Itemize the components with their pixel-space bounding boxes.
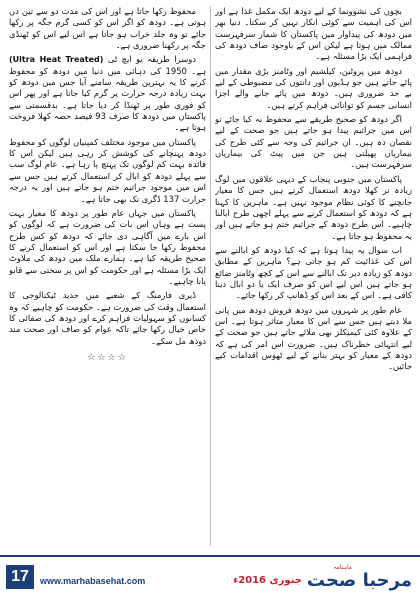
article-paragraph: پاکستان میں موجود مختلف کمپنیاں لوگوں کو محفوظ دودھ پہنچانے کی کوشش کر رہی ہیں لیکن اس کا فائدہ بہت کم لوگوں تک پہنچ پا رہا ہے۔ عام لوگ سب سے پہلے دودھ کو ابال کر استعمال کرتے ہیں جس سے اس میں موجود جراثیم ختم ہو جاتے ہیں اور یہ درجہ حرارت 137 ڈگری تک بھی جاتا ہے۔: [9, 136, 206, 204]
left-column: [9, 6, 206, 546]
masthead-logo: مرحبا صحت: [306, 570, 412, 591]
right-column: [215, 6, 412, 546]
article-columns: [8, 6, 412, 546]
article-paragraph: [9, 54, 206, 133]
uht-text: ہے۔ 1950 کی دہائی میں دنیا میں دودھ کو محفوظ کرنے کا یہ بہترین طریقہ سامنے آیا جس میں دودھ کو بہت زیادہ درجہ حرارت پر گرم کیا جاتا ہے اور پھر اس کو فوری طور پر ٹھنڈا کر دیا جاتا ہے۔ بدقسمتی سے پاکستان میں دودھ کا صرف 93 فیصد حصہ کھلا فروخت ہوتا ہے۔: [9, 65, 206, 133]
column-divider: [210, 6, 211, 546]
page-footer: [0, 555, 420, 595]
masthead-tag: ماہنامہ: [333, 564, 352, 571]
article-paragraph: بچوں کی نشوونما کے لیے دودھ ایک مکمل غذا ہے اور اس کی اہمیت سے کوئی انکار نہیں کر سکتا۔ دنیا بھر میں دودھ کی پیداوار میں پاکستان کا شمار سرفہرست ممالک میں ہوتا ہے لیکن اس کے باوجود صاف دودھ کی فراہمی ایک بڑا مسئلہ ہے۔: [215, 6, 412, 62]
uht-term: (Ultra Heat Treated): [9, 55, 104, 65]
end-stars: ☆☆☆☆: [87, 352, 128, 363]
article-paragraph: عام طور پر شہروں میں دودھ فروش دودھ میں پانی ملا دیتے ہیں جس سے اس کا معیار متاثر ہوتا ہے۔ اس کے علاوہ کئی کیمیکلز بھی ملائے جاتے ہیں جو صحت کے لیے انتہائی خطرناک ہیں۔ ضرورت اس امر کی ہے کہ دودھ کے معیار کو بہتر بنانے کے لیے ٹھوس اقدامات کیے جائیں۔: [215, 304, 412, 372]
article-paragraph: پاکستان میں جنوبی پنجاب کے دیہی علاقوں میں لوگ زیادہ تر کھلا دودھ استعمال کرتے ہیں جس کا معیار جانچنے کا کوئی نظام موجود نہیں ہے۔ ماہرین کا کہنا ہے کہ دودھ کو استعمال کرنے سے پہلے اچھی طرح ابالنا چاہیے۔ اس طرح دودھ کے جراثیم ختم ہو جاتے ہیں اور یہ محفوظ ہو جاتا ہے۔: [215, 173, 412, 241]
article-paragraph: دودھ میں پروٹین، کیلشیم اور وٹامنز بڑی مقدار میں پائے جاتے ہیں جو ہڈیوں اور دانتوں کی مضبوطی کے لیے بے حد ضروری ہیں۔ دودھ میں پائے جانے والے اجزا انسانی جسم کو توانائی فراہم کرتے ہیں۔: [215, 65, 412, 110]
page-number: 17: [6, 565, 34, 589]
article-paragraph: محفوظ رکھا جاتا ہے اور اس کی مدت دو سے تین دن ہوتی ہے۔ دودھ کو اگر اس کو کسی گرم جگہ پر رکھا جائے تو وہ جلد خراب ہو جاتا ہے اس لیے اس کو ٹھنڈی جگہ پر رکھنا ضروری ہے۔: [9, 6, 206, 51]
uht-heading: دوسرا طریقہ یو ایچ ٹی: [107, 54, 196, 65]
website-link[interactable]: www.marhabasehat.com: [40, 576, 146, 586]
issue-date: جنوری 2016ء: [233, 575, 302, 586]
article-paragraph: ڈیری فارمنگ کے شعبے میں جدید ٹیکنالوجی کا استعمال وقت کی ضرورت ہے۔ حکومت کو چاہیے کہ وہ کسانوں کو سہولیات فراہم کرے اور دودھ کی صفائی کا خاص خیال رکھا جائے تاکہ عوام کو صاف اور صحت مند دودھ مل سکے۔: [9, 290, 206, 346]
article-paragraph: پاکستان میں جہاں عام طور پر دودھ کا معیار بہت پست ہے وہاں اس بات کی ضرورت ہے کہ لوگوں کو اس بارے میں آگاہی دی جائے کہ دودھ کو کس طرح محفوظ رکھا جا سکتا ہے اور اس کو استعمال کرنے کا صحیح طریقہ کیا ہے۔ ہمارے ملک میں دودھ کی ملاوٹ ایک بڑا مسئلہ ہے اور حکومت کو اس پر سختی سے قابو پانا چاہیے۔: [9, 207, 206, 286]
article-paragraph: اگر دودھ کو صحیح طریقے سے محفوظ نہ کیا جائے تو اس میں جراثیم پیدا ہو جاتے ہیں جو صحت کے لیے نقصان دہ ہیں۔ ان جراثیم کی وجہ سے کئی طرح کی بیماریاں پھیلتی ہیں جن میں پیٹ کی بیماریاں سرفہرست ہیں۔: [215, 114, 412, 170]
article-paragraph: اب سوال یہ پیدا ہوتا ہے کہ کیا دودھ کو ابالنے سے اس کی غذائیت کم ہو جاتی ہے؟ ماہرین کے مطابق دودھ کو زیادہ دیر تک ابالنے سے اس کے کچھ وٹامنز ضائع ہو جاتے ہیں اس لیے اس کو صرف ایک یا دو ابال دینا کافی ہے۔ اس کے بعد اس کو ڈھانپ کر رکھا جائے۔: [215, 244, 412, 301]
